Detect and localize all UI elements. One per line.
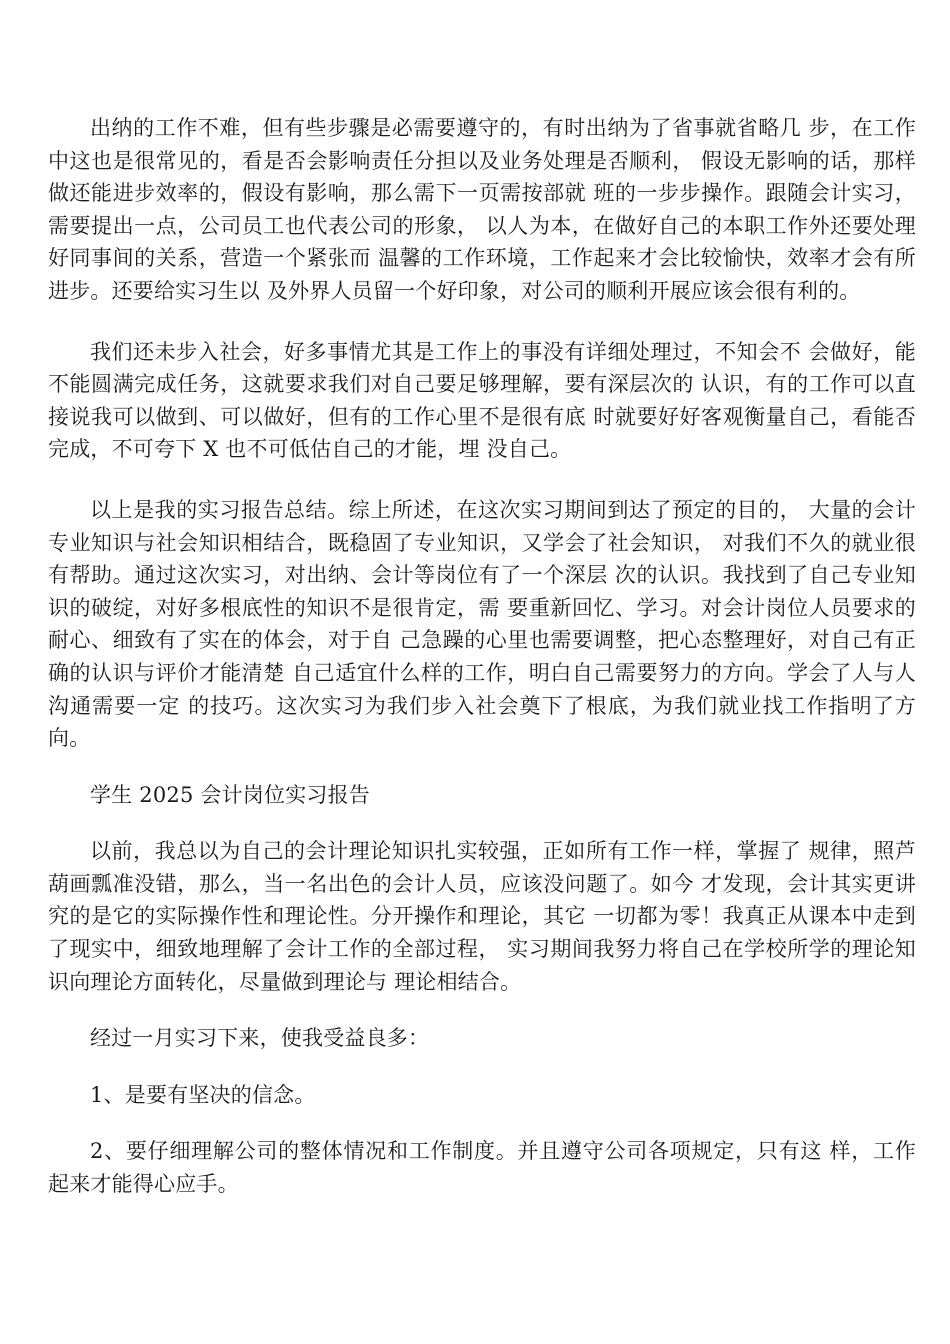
paragraph-5: 经过一月实习下来，使我受益良多： [90, 1026, 430, 1051]
document-body [48, 112, 916, 1201]
paragraph-1: 出纳的工作不难，但有些步骤是必需要遵守的，有时出纳为了省事就省略几 步，在工作中这也是很常见的，看是否会影响责任分担以及业务处理是否顺利， 假设无影响的话，那样做还能进步效率的，假设有影响，那么需下一页需按部就 班的一步步操作。跟随会计实习，需要提出一点，公司员工也代表公司的形象， 以人为本，在做好自己的本职工作外还要处理好同事间的关系，营造一个紧张而 温馨的工作环境，工作起来才会比较愉快，效率才会有所进步。还要给实习生以 及外界人员留一个好印象，对公司的顺利开展应该会很有利的。 [48, 116, 916, 303]
paragraph-3: 以上是我的实习报告总结。综上所述，在这次实习期间到达了预定的目的， 大量的会计专业知识与社会知识相结合，既稳固了专业知识，又学会了社会知识， 对我们不久的就业很有帮助。通过这次实习，对出纳、会计等岗位有了一个深层 次的认识。我找到了自己专业知识的破绽，对好多根底性的知识不是很肯定，需 要重新回忆、学习。对会计岗位人员要求的耐心、细致有了实在的体会，对于自 己急躁的心里也需要调整，把心态整理好，对自己有正确的认识与评价才能清楚 自己适宜什么样的工作，明白自己需要努力的方向。学会了人与人沟通需要一定 的技巧。这次实习为我们步入社会奠下了根底，为我们就业找工作指明了方向。 [48, 497, 916, 751]
paragraph-4: 以前，我总以为自己的会计理论知识扎实较强，正如所有工作一样，掌握了 规律，照芦葫画瓢准没错，那么，当一名出色的会计人员，应该没问题了。如今 才发现，会计其实更讲究的是它的实际操作性和理论性。分开操作和理论，其它 一切都为零！我真正从课本中走到了现实中，细致地理解了会计工作的全部过程， 实习期间我努力将自己在学校所学的理论知识向理论方面转化，尽量做到理论与 理论相结合。 [48, 839, 916, 994]
paragraph-2: 我们还未步入社会，好多事情尤其是工作上的事没有详细处理过，不知会不 会做好，能不能圆满完成任务，这就要求我们对自己要足够理解，要有深层次的 认识，有的工作可以直接说我可以做到、可以做好，但有的工作心里不是很有底 时就要好好客观衡量自己，看能否完成，不可夸下 X 也不可低估自己的才能，埋 没自己。 [48, 339, 916, 462]
section-title: 学生 2025 会计岗位实习报告 [90, 782, 370, 807]
list-item-1: 1、是要有坚决的信念。 [90, 1082, 316, 1107]
list-item-2: 2、要仔细理解公司的整体情况和工作制度。并且遵守公司各项规定，只有这 样，工作起来才能得心应手。 [48, 1139, 916, 1197]
